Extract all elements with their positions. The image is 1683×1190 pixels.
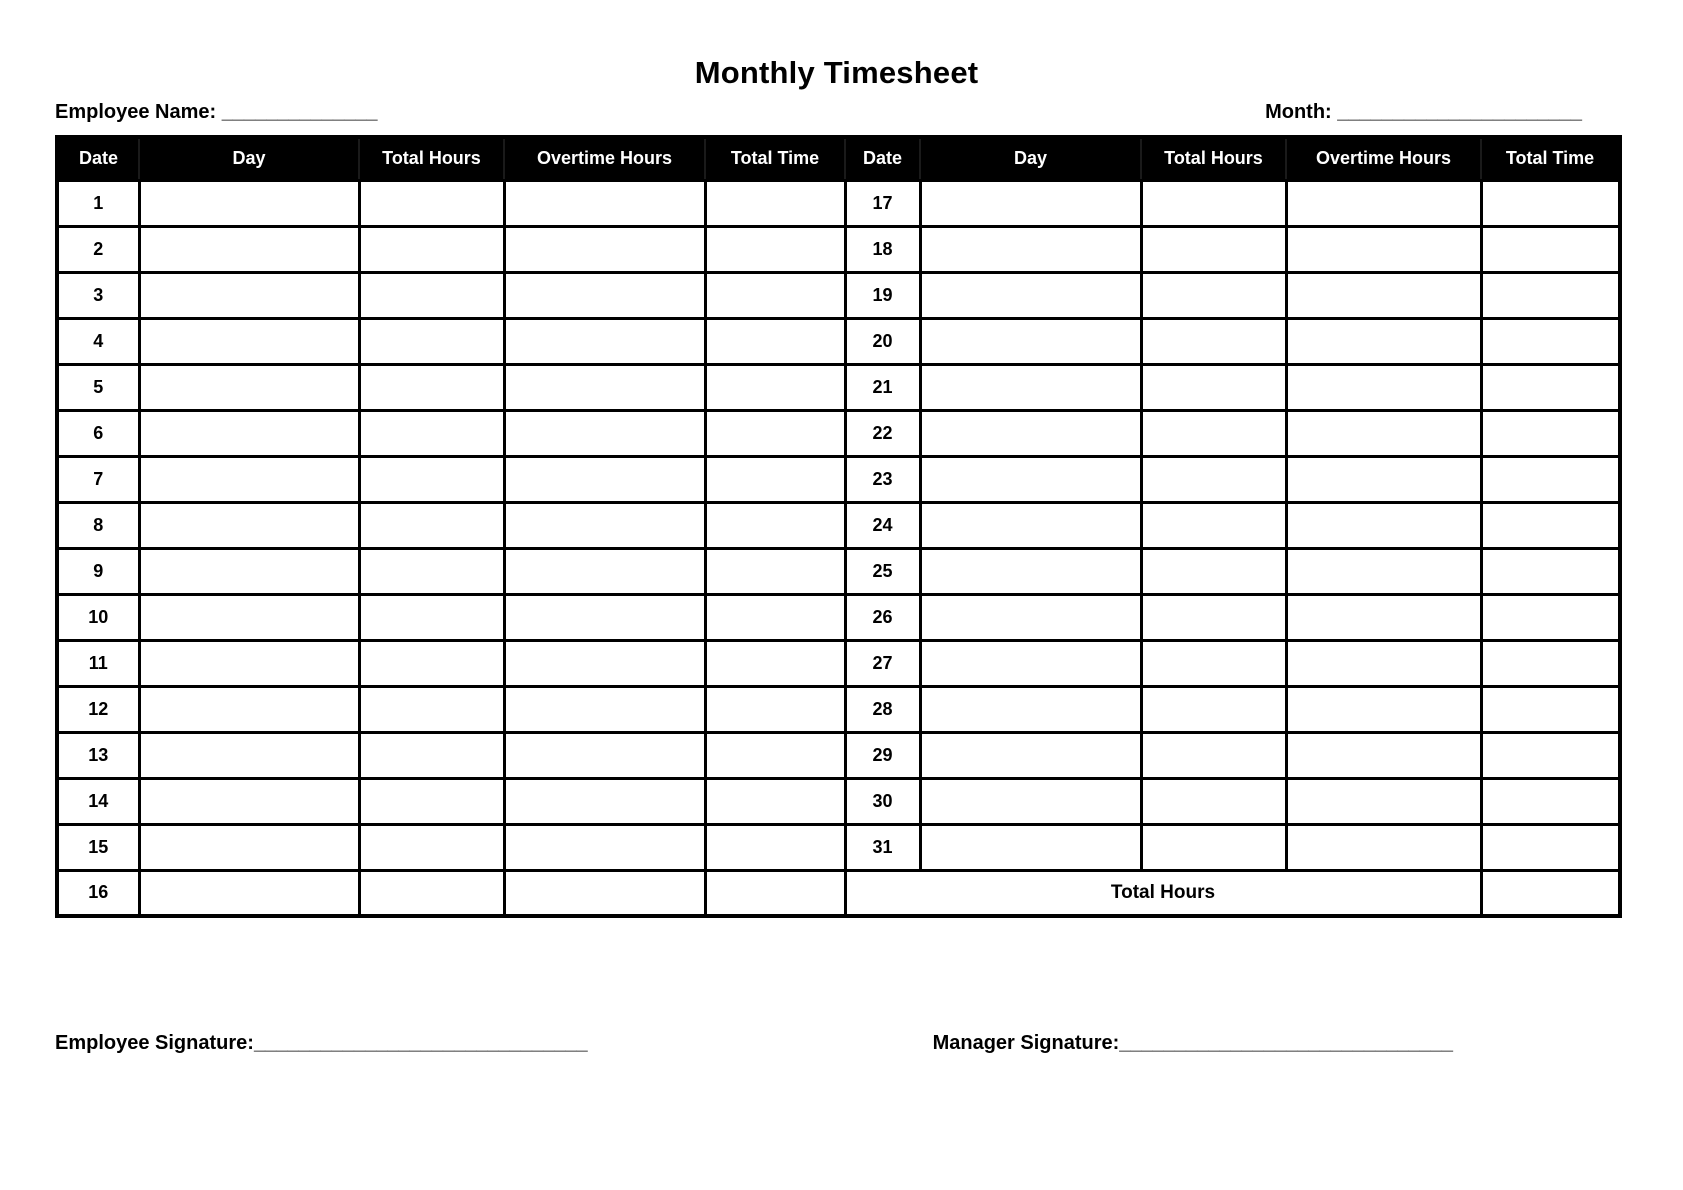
overtime-hours-cell: [1286, 272, 1481, 318]
date-cell: 25: [845, 548, 920, 594]
total-hours-cell: [359, 548, 504, 594]
day-cell: [139, 226, 359, 272]
total-hours-cell: [1141, 226, 1286, 272]
overtime-hours-cell: [1286, 502, 1481, 548]
column-header-total-hours-left: Total Hours: [359, 137, 504, 180]
total-hours-cell: [1141, 502, 1286, 548]
total-hours-cell: [359, 318, 504, 364]
total-hours-cell: [359, 456, 504, 502]
column-header-day-left: Day: [139, 137, 359, 180]
day-cell: [920, 502, 1141, 548]
overtime-hours-cell: [504, 732, 705, 778]
day-cell: [139, 180, 359, 226]
total-hours-cell: [359, 410, 504, 456]
table-row: [57, 778, 1620, 824]
overtime-hours-cell: [1286, 364, 1481, 410]
column-header-total-time-right: Total Time: [1481, 137, 1620, 180]
total-hours-cell: [359, 778, 504, 824]
overtime-hours-cell: [504, 870, 705, 916]
total-hours-cell: [1141, 594, 1286, 640]
total-time-cell: [1481, 640, 1620, 686]
column-header-total-hours-right: Total Hours: [1141, 137, 1286, 180]
overtime-hours-cell: [504, 594, 705, 640]
day-cell: [920, 548, 1141, 594]
date-cell: 10: [57, 594, 139, 640]
date-cell: 3: [57, 272, 139, 318]
total-time-cell: [1481, 778, 1620, 824]
total-hours-cell: [1141, 824, 1286, 870]
day-cell: [920, 410, 1141, 456]
page-title: Monthly Timesheet: [694, 55, 979, 90]
date-cell: 23: [845, 456, 920, 502]
employee-signature-label: Employee Signature:: [55, 1032, 254, 1054]
total-time-cell: [705, 778, 845, 824]
total-time-cell: [705, 318, 845, 364]
date-cell: 12: [57, 686, 139, 732]
total-hours-cell: [359, 594, 504, 640]
column-header-overtime-hours-left: Overtime Hours: [504, 137, 705, 180]
total-time-cell: [705, 364, 845, 410]
date-cell: 15: [57, 824, 139, 870]
total-time-cell: [1481, 548, 1620, 594]
column-header-total-time-left: Total Time: [705, 137, 845, 180]
month-field: [1265, 101, 1582, 124]
day-cell: [920, 364, 1141, 410]
total-hours-cell: [1141, 640, 1286, 686]
column-header-day-right: Day: [920, 137, 1141, 180]
overtime-hours-cell: [504, 640, 705, 686]
day-cell: [139, 640, 359, 686]
day-cell: [920, 686, 1141, 732]
day-cell: [920, 824, 1141, 870]
employee-name-blank-line: ______________: [221, 101, 378, 123]
total-time-cell: [705, 548, 845, 594]
meta-row: [55, 101, 1582, 124]
day-cell: [139, 456, 359, 502]
date-cell: 31: [845, 824, 920, 870]
table-row: [57, 226, 1620, 272]
total-hours-cell: [359, 180, 504, 226]
total-hours-cell: [1141, 272, 1286, 318]
day-cell: [139, 778, 359, 824]
total-hours-cell: [1141, 364, 1286, 410]
table-row: [57, 870, 1620, 916]
total-hours-cell: [359, 502, 504, 548]
day-cell: [139, 870, 359, 916]
date-cell: 21: [845, 364, 920, 410]
overtime-hours-cell: [504, 318, 705, 364]
total-time-cell: [705, 226, 845, 272]
day-cell: [920, 180, 1141, 226]
total-time-cell: [705, 824, 845, 870]
overtime-hours-cell: [504, 180, 705, 226]
table-row: [57, 732, 1620, 778]
signature-row: [55, 1032, 1453, 1055]
total-time-cell: [1481, 732, 1620, 778]
overtime-hours-cell: [1286, 548, 1481, 594]
day-cell: [139, 410, 359, 456]
date-cell: 4: [57, 318, 139, 364]
column-header-overtime-hours-right: Overtime Hours: [1286, 137, 1481, 180]
table-row: [57, 456, 1620, 502]
date-cell: 6: [57, 410, 139, 456]
day-cell: [139, 594, 359, 640]
total-time-cell: [1481, 180, 1620, 226]
total-hours-cell: [1141, 778, 1286, 824]
manager-signature-label: Manager Signature:: [932, 1032, 1120, 1054]
total-time-cell: [705, 594, 845, 640]
total-time-cell: [705, 272, 845, 318]
overtime-hours-cell: [1286, 640, 1481, 686]
day-cell: [920, 778, 1141, 824]
total-hours-cell: [1141, 686, 1286, 732]
employee-name-label: Employee Name:: [55, 101, 217, 123]
total-time-cell: [1481, 594, 1620, 640]
overtime-hours-cell: [504, 364, 705, 410]
date-cell: 11: [57, 640, 139, 686]
total-hours-cell: [1141, 180, 1286, 226]
day-cell: [139, 318, 359, 364]
overtime-hours-cell: [1286, 686, 1481, 732]
overtime-hours-cell: [1286, 318, 1481, 364]
day-cell: [920, 640, 1141, 686]
employee-signature-blank-line: ______________________________: [253, 1032, 588, 1054]
date-cell: 14: [57, 778, 139, 824]
overtime-hours-cell: [1286, 778, 1481, 824]
total-time-cell: [1481, 686, 1620, 732]
table-row: [57, 318, 1620, 364]
overtime-hours-cell: [504, 410, 705, 456]
total-hours-cell: [359, 732, 504, 778]
day-cell: [139, 502, 359, 548]
day-cell: [920, 732, 1141, 778]
total-hours-cell: [359, 226, 504, 272]
total-time-cell: [705, 640, 845, 686]
overtime-hours-cell: [1286, 732, 1481, 778]
date-cell: 8: [57, 502, 139, 548]
overtime-hours-cell: [504, 272, 705, 318]
date-cell: 30: [845, 778, 920, 824]
table-row: [57, 502, 1620, 548]
total-time-cell: [705, 502, 845, 548]
total-hours-cell: [1141, 548, 1286, 594]
date-cell: 27: [845, 640, 920, 686]
table-row: [57, 640, 1620, 686]
total-time-cell: [705, 686, 845, 732]
date-cell: 19: [845, 272, 920, 318]
employee-signature-field: [55, 1032, 588, 1055]
total-hours-label-cell: Total Hours: [845, 870, 1481, 916]
table-row: [57, 364, 1620, 410]
date-cell: 16: [57, 870, 139, 916]
table-row: [57, 824, 1620, 870]
total-hours-cell: [359, 364, 504, 410]
date-cell: 24: [845, 502, 920, 548]
table-header-row: [57, 137, 1620, 180]
total-time-cell: [1481, 364, 1620, 410]
day-cell: [139, 732, 359, 778]
column-header-date-right: Date: [845, 137, 920, 180]
overtime-hours-cell: [1286, 226, 1481, 272]
manager-signature-blank-line: ______________________________: [1119, 1032, 1453, 1054]
total-time-cell: [705, 180, 845, 226]
day-cell: [920, 594, 1141, 640]
month-label: Month:: [1265, 101, 1332, 123]
day-cell: [139, 272, 359, 318]
overtime-hours-cell: [1286, 456, 1481, 502]
table-row: [57, 686, 1620, 732]
total-time-cell: [1481, 318, 1620, 364]
day-cell: [139, 364, 359, 410]
table-row: [57, 272, 1620, 318]
day-cell: [139, 686, 359, 732]
day-cell: [920, 226, 1141, 272]
total-time-cell: [705, 870, 845, 916]
date-cell: 5: [57, 364, 139, 410]
date-cell: 26: [845, 594, 920, 640]
total-hours-cell: [1141, 410, 1286, 456]
total-hours-cell: [359, 272, 504, 318]
date-cell: 7: [57, 456, 139, 502]
total-time-cell: [1481, 226, 1620, 272]
date-cell: 20: [845, 318, 920, 364]
day-cell: [139, 548, 359, 594]
timesheet-body: [57, 180, 1620, 916]
table-row: [57, 180, 1620, 226]
table-row: [57, 410, 1620, 456]
total-time-cell: [1481, 410, 1620, 456]
total-time-cell: [1481, 456, 1620, 502]
total-hours-value-cell: [1481, 870, 1620, 916]
overtime-hours-cell: [1286, 410, 1481, 456]
total-time-cell: [705, 410, 845, 456]
date-cell: 2: [57, 226, 139, 272]
table-row: [57, 548, 1620, 594]
overtime-hours-cell: [504, 548, 705, 594]
overtime-hours-cell: [504, 824, 705, 870]
total-hours-cell: [359, 870, 504, 916]
day-cell: [920, 272, 1141, 318]
total-time-cell: [1481, 502, 1620, 548]
total-time-cell: [705, 732, 845, 778]
employee-name-field: [55, 101, 377, 124]
timesheet-table: [55, 135, 1622, 918]
date-cell: 28: [845, 686, 920, 732]
total-hours-cell: [1141, 732, 1286, 778]
total-hours-cell: [1141, 456, 1286, 502]
total-hours-cell: [359, 824, 504, 870]
total-time-cell: [1481, 272, 1620, 318]
table-row: [57, 594, 1620, 640]
overtime-hours-cell: [504, 226, 705, 272]
overtime-hours-cell: [504, 778, 705, 824]
overtime-hours-cell: [1286, 824, 1481, 870]
date-cell: 9: [57, 548, 139, 594]
date-cell: 29: [845, 732, 920, 778]
overtime-hours-cell: [1286, 594, 1481, 640]
overtime-hours-cell: [504, 686, 705, 732]
date-cell: 17: [845, 180, 920, 226]
manager-signature-field: [933, 1032, 1453, 1055]
total-time-cell: [705, 456, 845, 502]
day-cell: [139, 824, 359, 870]
overtime-hours-cell: [504, 502, 705, 548]
total-hours-cell: [1141, 318, 1286, 364]
column-header-date-left: Date: [57, 137, 139, 180]
total-time-cell: [1481, 824, 1620, 870]
total-hours-cell: [359, 640, 504, 686]
date-cell: 22: [845, 410, 920, 456]
day-cell: [920, 456, 1141, 502]
date-cell: 18: [845, 226, 920, 272]
date-cell: 13: [57, 732, 139, 778]
day-cell: [920, 318, 1141, 364]
overtime-hours-cell: [504, 456, 705, 502]
date-cell: 1: [57, 180, 139, 226]
total-hours-cell: [359, 686, 504, 732]
month-blank-line: ______________________: [1337, 101, 1582, 123]
overtime-hours-cell: [1286, 180, 1481, 226]
